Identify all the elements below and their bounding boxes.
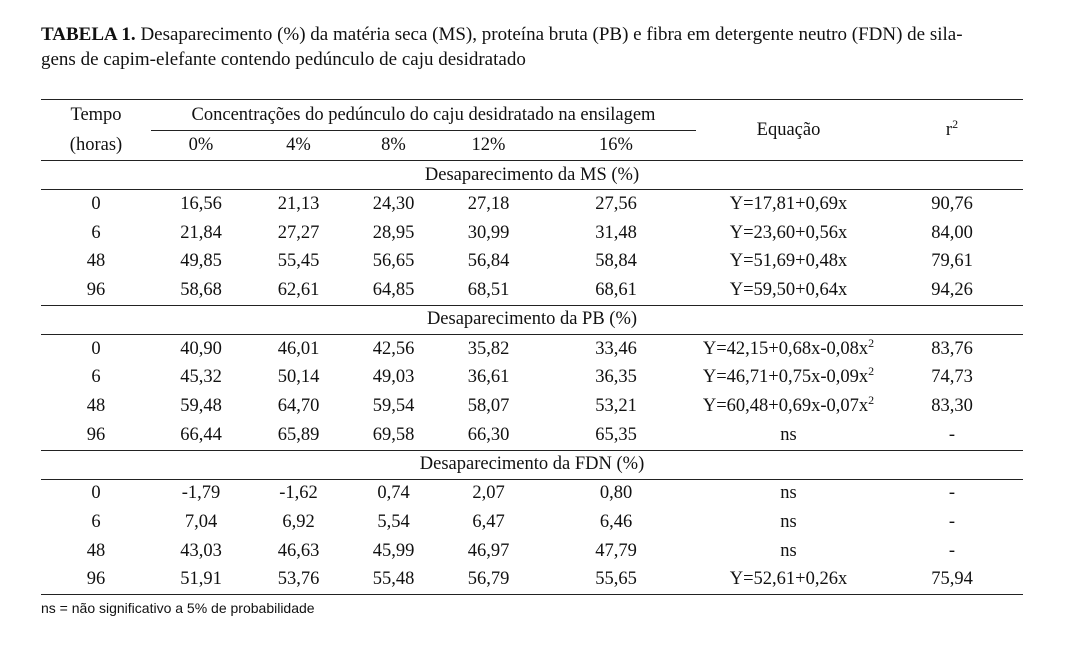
- cell-value: 31,48: [595, 222, 637, 243]
- cell-value: 33,46: [595, 338, 637, 359]
- equation-text: Y=59,50+0,64x: [729, 279, 848, 300]
- equation-text: Y=42,15+0,68x-0,08x: [702, 338, 869, 359]
- cell-r2: 74,73: [931, 367, 973, 388]
- cell-tempo: 48: [86, 395, 106, 416]
- cell-r2: 94,26: [881, 276, 1023, 305]
- equation-text: ns: [780, 483, 797, 504]
- table-row: [41, 190, 1023, 219]
- table-caption: [41, 22, 1041, 72]
- equation-text: Y=52,61+0,26x: [729, 569, 848, 590]
- cell-value: 66,30: [441, 421, 536, 450]
- equation-exponent: 2: [868, 364, 875, 379]
- cell-value: 27,18: [467, 193, 510, 214]
- cell-equation: [696, 479, 881, 508]
- cell-tempo: 96: [41, 276, 151, 305]
- data-table: [41, 99, 1023, 595]
- cell-tempo: 0: [91, 483, 101, 504]
- cell-r2: 90,76: [931, 193, 973, 214]
- cell-r2: -: [948, 512, 956, 533]
- cell-value: -1,62: [279, 483, 318, 504]
- cell-value: 68,61: [536, 276, 696, 305]
- cell-value: 65,35: [536, 421, 696, 450]
- cell-value: 46,01: [277, 338, 320, 359]
- header-tempo: Tempo: [41, 100, 151, 131]
- cell-value: 27,27: [277, 222, 320, 243]
- cell-value: 56,65: [372, 251, 415, 272]
- header-conc-12: 12%: [441, 131, 536, 161]
- cell-r2: 75,94: [881, 566, 1023, 595]
- cell-value: 49,03: [372, 367, 415, 388]
- cell-equation: [696, 247, 881, 276]
- equation-text: ns: [780, 540, 797, 561]
- cell-value: 59,48: [180, 395, 222, 416]
- section-header-row: [41, 161, 1023, 190]
- cell-tempo: 48: [86, 540, 106, 561]
- cell-r2: 84,00: [931, 222, 973, 243]
- cell-value: 30,99: [467, 222, 510, 243]
- cell-value: 5,54: [377, 512, 410, 533]
- cell-equation: [696, 363, 881, 392]
- equation-exponent: 2: [868, 335, 875, 350]
- cell-tempo: 96: [41, 566, 151, 595]
- equation-exponent: 2: [868, 392, 875, 407]
- cell-value: 45,99: [372, 540, 415, 561]
- header-conc-4: 4%: [251, 131, 346, 161]
- cell-value: 42,56: [372, 338, 415, 359]
- cell-value: 0,74: [377, 483, 410, 504]
- caption-text-line1: Desaparecimento (%) da matéria seca (MS), proteína bruta (PB) e fibra em detergente neutro (FDN) de sila-: [140, 24, 963, 45]
- cell-value: 69,58: [346, 421, 441, 450]
- cell-value: 46,63: [277, 540, 320, 561]
- cell-r2: 79,61: [931, 251, 973, 272]
- cell-value: 21,13: [277, 193, 320, 214]
- cell-value: 6,47: [472, 512, 505, 533]
- cell-equation: [696, 334, 881, 363]
- cell-value: 55,45: [277, 251, 320, 272]
- cell-value: 55,48: [346, 566, 441, 595]
- cell-value: 55,65: [536, 566, 696, 595]
- cell-r2: -: [948, 540, 956, 561]
- caption-text-line2: gens de capim-elefante contendo pedúnculo de caju desidratado: [41, 49, 526, 70]
- cell-value: 7,04: [184, 512, 218, 533]
- equation-text: Y=23,60+0,56x: [729, 222, 848, 243]
- footnote: ns = não significativo a 5% de probabilidade: [41, 600, 315, 616]
- cell-equation: [696, 276, 881, 305]
- table-row: [41, 479, 1023, 508]
- header-equacao: Equação: [696, 100, 881, 161]
- table-row: [41, 421, 1023, 450]
- cell-value: 56,84: [467, 251, 510, 272]
- cell-value: 53,76: [251, 566, 346, 595]
- cell-tempo: 6: [91, 222, 101, 243]
- table-row: [41, 219, 1023, 248]
- cell-equation: [696, 537, 881, 566]
- table-row: [41, 508, 1023, 537]
- equation-text: Y=51,69+0,48x: [729, 251, 848, 272]
- cell-value: 49,85: [180, 251, 222, 272]
- cell-value: 59,54: [372, 395, 415, 416]
- cell-value: 28,95: [372, 222, 415, 243]
- header-horas: (horas): [41, 131, 151, 161]
- cell-value: 16,56: [180, 193, 222, 214]
- table-row: [41, 276, 1023, 305]
- table-row: [41, 566, 1023, 595]
- cell-value: 46,97: [467, 540, 510, 561]
- section-title: Desaparecimento da FDN (%): [41, 450, 1023, 479]
- equation-text: Y=17,81+0,69x: [729, 193, 848, 214]
- cell-tempo: 6: [91, 367, 101, 388]
- table-row: [41, 537, 1023, 566]
- table-row: [41, 392, 1023, 421]
- cell-value: 40,90: [180, 338, 222, 359]
- header-conc-0: 0%: [151, 131, 251, 161]
- cell-value: 36,61: [467, 367, 510, 388]
- cell-value: 47,79: [595, 540, 637, 561]
- cell-value: 2,07: [472, 483, 505, 504]
- cell-value: 0,80: [599, 483, 633, 504]
- header-concentrations-title: Concentrações do pedúnculo do caju desidratado na ensilagem: [151, 100, 696, 131]
- cell-value: 65,89: [251, 421, 346, 450]
- cell-tempo: 0: [91, 193, 101, 214]
- cell-r2: -: [881, 421, 1023, 450]
- header-conc-16: 16%: [536, 131, 696, 161]
- cell-tempo: 6: [91, 512, 101, 533]
- cell-value: 62,61: [251, 276, 346, 305]
- cell-value: 64,70: [277, 395, 320, 416]
- cell-value: 68,51: [441, 276, 536, 305]
- table-row: [41, 334, 1023, 363]
- cell-value: 51,91: [151, 566, 251, 595]
- cell-value: 36,35: [595, 367, 637, 388]
- cell-equation: [696, 219, 881, 248]
- cell-value: 6,92: [282, 512, 315, 533]
- cell-value: 64,85: [346, 276, 441, 305]
- cell-value: 24,30: [372, 193, 415, 214]
- cell-value: 56,79: [441, 566, 536, 595]
- cell-r2: 83,30: [931, 395, 973, 416]
- cell-value: 6,46: [599, 512, 633, 533]
- cell-tempo: 96: [41, 421, 151, 450]
- equation-text: ns: [780, 424, 797, 445]
- cell-equation: [696, 392, 881, 421]
- table-row: [41, 363, 1023, 392]
- cell-value: 53,21: [595, 395, 637, 416]
- section-title: Desaparecimento da MS (%): [41, 161, 1023, 190]
- cell-value: 58,07: [467, 395, 510, 416]
- cell-value: 43,03: [180, 540, 222, 561]
- header-conc-8: 8%: [346, 131, 441, 161]
- section-title: Desaparecimento da PB (%): [41, 305, 1023, 334]
- cell-equation: [696, 566, 881, 595]
- cell-value: 21,84: [180, 222, 222, 243]
- cell-value: 27,56: [595, 193, 637, 214]
- equation-text: Y=46,71+0,75x-0,09x: [702, 367, 869, 388]
- cell-tempo: 0: [91, 338, 101, 359]
- cell-equation: [696, 421, 881, 450]
- cell-value: 50,14: [277, 367, 320, 388]
- equation-text: Y=60,48+0,69x-0,07x: [702, 395, 869, 416]
- table-label: TABELA 1.: [41, 24, 136, 45]
- cell-r2: 83,76: [931, 338, 973, 359]
- cell-value: 66,44: [151, 421, 251, 450]
- equation-text: ns: [780, 512, 797, 533]
- cell-value: 58,68: [151, 276, 251, 305]
- cell-value: 45,32: [180, 367, 222, 388]
- header-r2: $r^2$: [881, 100, 1023, 161]
- section-header-row: [41, 305, 1023, 334]
- cell-r2: -: [948, 483, 956, 504]
- section-header-row: [41, 450, 1023, 479]
- cell-equation: [696, 190, 881, 219]
- cell-tempo: 48: [86, 251, 106, 272]
- table-row: [41, 247, 1023, 276]
- cell-value: -1,79: [181, 483, 221, 504]
- cell-value: 35,82: [467, 338, 510, 359]
- cell-value: 58,84: [595, 251, 637, 272]
- cell-equation: [696, 508, 881, 537]
